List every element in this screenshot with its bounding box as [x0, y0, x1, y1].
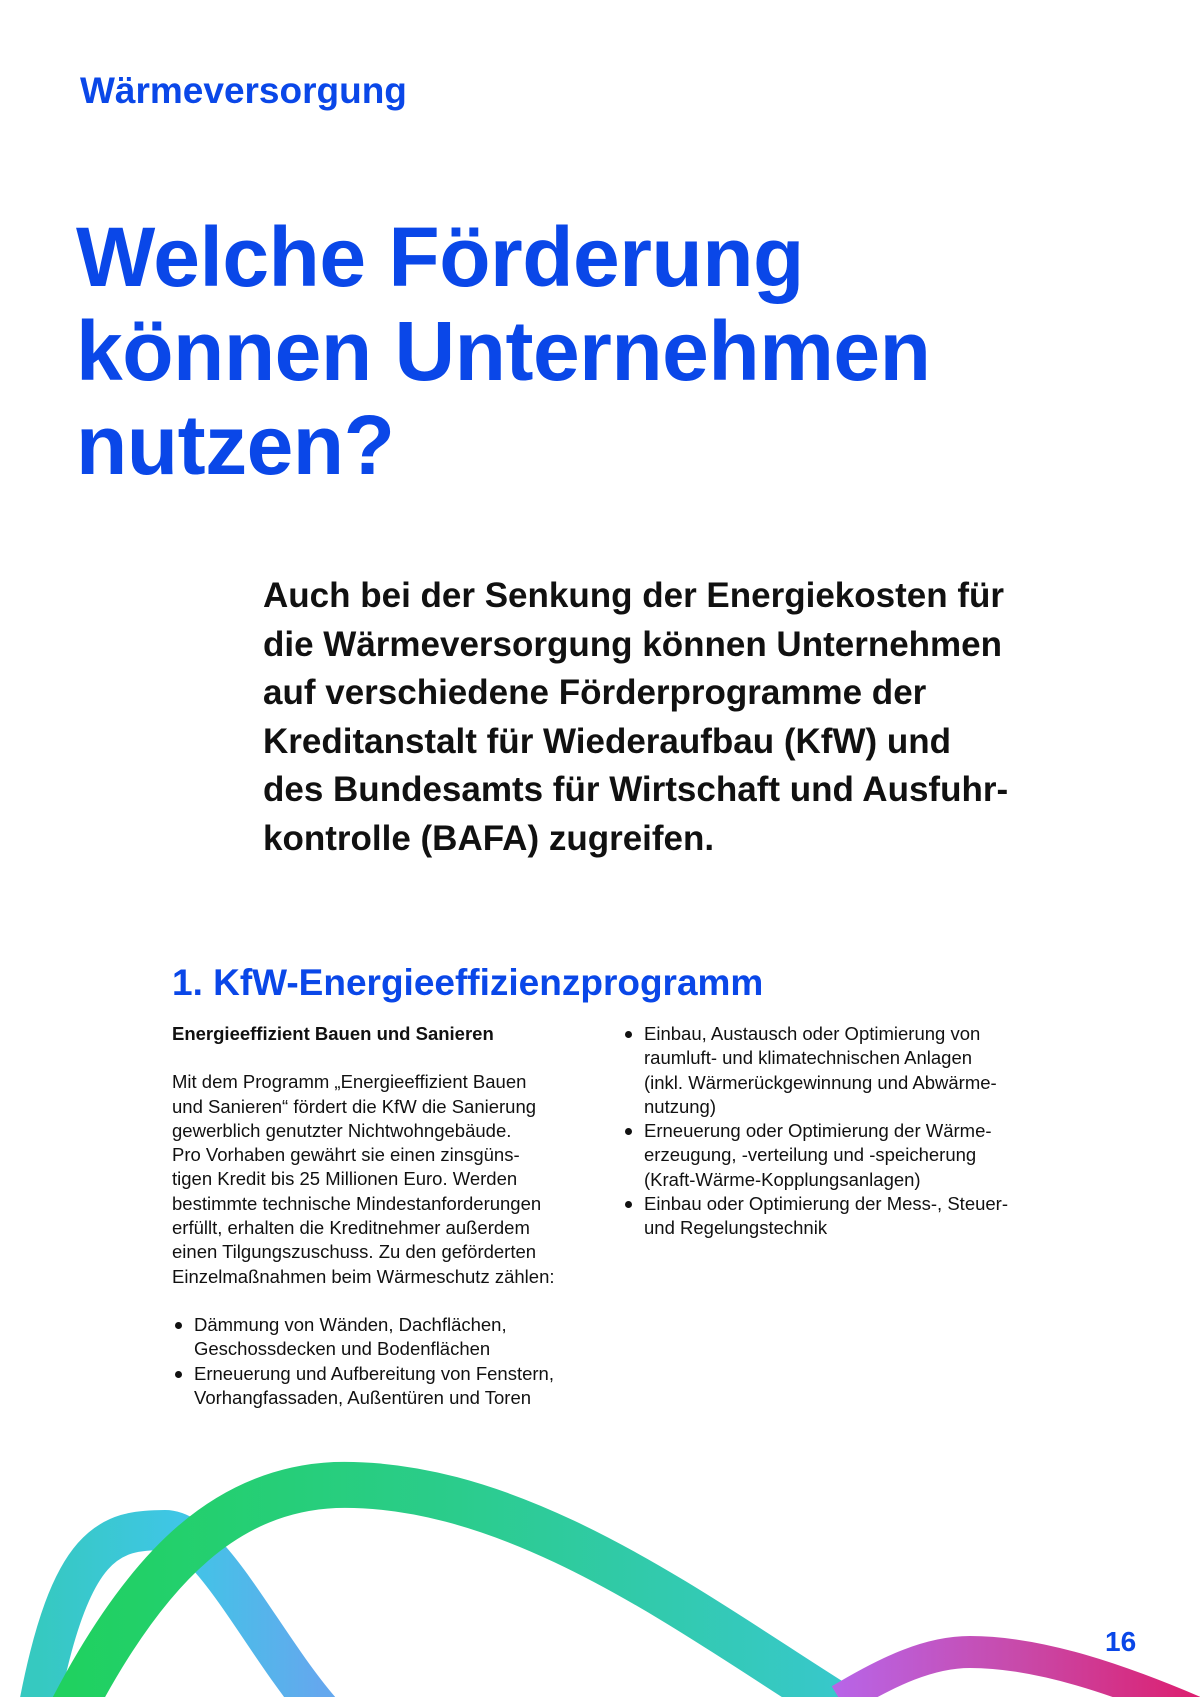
text-line: und Regelungstechnik	[644, 1217, 828, 1239]
text-line: Mit dem Programm „Energieeffizient Bauen	[172, 1071, 527, 1093]
right-column	[622, 1022, 1062, 1241]
text-line: bestimmte technische Mindestanforderungen	[172, 1192, 542, 1214]
section-heading: 1. KfW-Energieeffizienzprogramm	[172, 962, 764, 1003]
text-line: einen Tilgungszuschuss. Zu den geförderten	[172, 1241, 537, 1263]
list-item	[172, 1362, 612, 1411]
text-line: nutzung)	[644, 1095, 716, 1117]
body-paragraph	[172, 1070, 612, 1289]
text-line: gewerblich genutzter Nichtwohngebäude.	[172, 1119, 512, 1141]
intro-paragraph	[263, 572, 1008, 863]
text-line: Einbau, Austausch oder Optimierung von	[644, 1023, 981, 1044]
text-line: Erneuerung und Aufbereitung von Fenstern,	[194, 1362, 554, 1384]
text-line: tigen Kredit bis 25 Millionen Euro. Werden	[172, 1168, 518, 1190]
page-number: 16	[1105, 1626, 1137, 1657]
text-line: raumluft- und klimatechnischen Anlagen	[644, 1047, 973, 1069]
magenta-wave	[840, 1652, 1195, 1697]
intro-line: auf verschiedene Förderprogramme der	[263, 673, 927, 712]
text-line: Erneuerung oder Optimierung der Wärme-	[644, 1120, 992, 1142]
intro-line: des Bundesamts für Wirtschaft und Ausfuhr-	[263, 770, 1009, 809]
list-item	[622, 1119, 1062, 1192]
list-item	[622, 1022, 1062, 1119]
intro-line: Auch bei der Senkung der Energiekosten für	[263, 576, 1004, 615]
subheading: Energieeffizient Bauen und Sanieren	[172, 1023, 494, 1044]
intro-line: Kreditanstalt für Wiederaufbau (KfW) und	[263, 721, 952, 761]
text-line: Dämmung von Wänden, Dachflächen,	[194, 1313, 507, 1335]
text-line: Einbau oder Optimierung der Mess-, Steuer-	[644, 1193, 1009, 1215]
bullet-list	[172, 1313, 612, 1410]
text-line: erfüllt, erhalten die Kreditnehmer außerdem	[172, 1217, 530, 1239]
title-line: Welche Förderung	[76, 210, 804, 304]
page-title	[76, 210, 930, 492]
title-line: nutzen?	[76, 398, 395, 492]
title-line: können Unternehmen	[76, 304, 931, 398]
list-item	[622, 1192, 1062, 1241]
text-line: Einzelmaßnahmen beim Wärmeschutz zählen:	[172, 1265, 555, 1287]
left-column	[172, 1022, 612, 1410]
bullet-list	[622, 1022, 1062, 1241]
intro-line: kontrolle (BAFA) zugreifen.	[263, 818, 715, 858]
text-line: erzeugung, -verteilung und -speicherung	[644, 1144, 977, 1166]
text-line: (Kraft-Wärme-Kopplungsanlagen)	[644, 1168, 921, 1190]
text-line: Pro Vorhaben gewährt sie einen zinsgüns-	[172, 1144, 520, 1166]
text-line: (inkl. Wärmerückgewinnung und Abwärme-	[644, 1071, 997, 1093]
section-kicker: Wärmeversorgung	[80, 70, 407, 111]
list-item	[172, 1313, 612, 1362]
intro-line: die Wärmeversorgung können Unternehmen	[263, 624, 1003, 664]
text-line: und Sanieren“ fördert die KfW die Sanierung	[172, 1095, 537, 1117]
text-line: Geschossdecken und Bodenflächen	[194, 1338, 491, 1360]
text-line: Vorhangfassaden, Außentüren und Toren	[194, 1386, 532, 1408]
